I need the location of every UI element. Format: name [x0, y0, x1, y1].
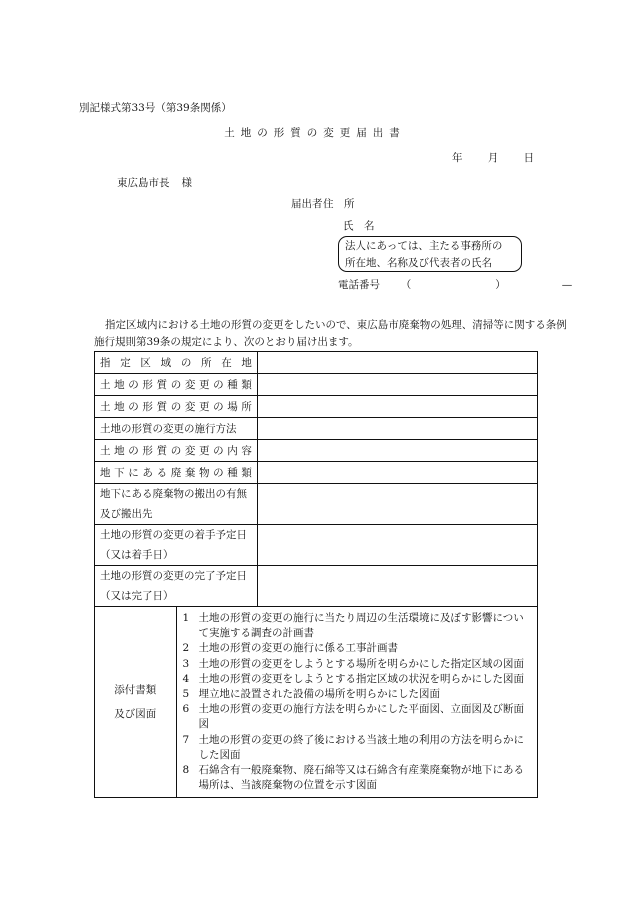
corporation-note-line2: 所在地、名称及び代表者の氏名 [345, 257, 492, 269]
attachments-label-line1: 添付書類 [114, 684, 157, 697]
table-row [95, 418, 538, 440]
corporation-note-line1: 法人にあっては、主たる事務所の [345, 240, 503, 252]
addressee [117, 177, 192, 190]
method-value-field[interactable] [258, 418, 538, 440]
label-char: の [128, 444, 139, 457]
end-date-value-field[interactable] [258, 566, 538, 607]
label-char: の [128, 378, 139, 391]
attachment-item [183, 763, 532, 793]
attachment-text: 土地の形質の変更の施行に当たり周辺の生活環境に及ぼす影響について実施する調査の計画書 [198, 612, 524, 640]
phone-dash: — [561, 279, 573, 291]
attachment-item [183, 657, 532, 672]
location-value-field[interactable] [258, 352, 538, 374]
label-char: 廃 [170, 466, 182, 479]
attachment-text: 石綿含有一般廃棄物、廃石綿等又は石綿含有産業廃棄物が地下にある場所は、当該廃棄物の位置を示す図面 [198, 764, 524, 792]
label-char: 地 [114, 444, 125, 457]
applicant-label: 届出者 [291, 198, 323, 210]
label-char: の [170, 400, 182, 413]
row-label-start-date: 土地の形質の変更の着手予定日（又は着手日） [95, 525, 258, 566]
attachment-text: 土地の形質の変更をしようとする指定区域の状況を明らかにした図面 [198, 672, 524, 685]
table-row [95, 440, 538, 462]
phone-label: 電話番号 [338, 279, 380, 291]
row-label-method: 土地の形質の変更の施行方法 [95, 418, 258, 440]
label-char: の [170, 378, 182, 391]
label-char: 地 [114, 400, 125, 413]
attachment-text: 埋立地に設置された設備の場所を明らかにした図面 [198, 688, 440, 701]
notification-table [94, 351, 538, 798]
label-char: 土 [100, 400, 111, 413]
label-char: 種 [227, 378, 238, 391]
attachment-number: 6 [182, 703, 190, 716]
label-char: 形 [142, 444, 153, 457]
attachment-number: 7 [182, 733, 190, 746]
label-char: 容 [241, 444, 252, 457]
label-char: 形 [142, 378, 153, 391]
row-label-text [100, 442, 252, 460]
attachment-number: 2 [182, 642, 190, 655]
label-char: 物 [198, 466, 210, 479]
corporation-note [338, 236, 522, 272]
row-label-change-type [95, 374, 258, 396]
phone-close-paren: ） [495, 279, 506, 291]
table-row [95, 396, 538, 418]
label-char: 質 [156, 400, 168, 413]
label-char: の [213, 466, 224, 479]
label-char: 定 [120, 356, 131, 369]
attachment-number: 4 [182, 672, 190, 685]
row-label-text [100, 398, 252, 416]
attachments-row [95, 607, 538, 798]
attachment-text: 土地の形質の変更の施行に係る工事計画書 [198, 642, 398, 655]
label-char: 類 [241, 378, 252, 391]
label-char: 場 [227, 400, 238, 413]
label-char: 更 [198, 378, 210, 391]
label-char: の [213, 400, 224, 413]
attachments-label [95, 607, 177, 798]
label-char: 所 [241, 400, 252, 413]
label-char: 質 [156, 444, 168, 457]
attachment-text: 土地の形質の変更の終了後における当該土地の利用の方法を明らかにした図面 [198, 733, 524, 761]
document-title: 土地の形質の変更届出書 [224, 127, 406, 139]
attachments-label-line2: 及び図面 [114, 708, 157, 721]
label-char: 土 [100, 378, 111, 391]
row-label-waste-removal: 地下にある廃棄物の搬出の有無及び搬出先 [95, 484, 258, 525]
label-char: 在 [221, 356, 232, 369]
waste-type-value-field[interactable] [258, 462, 538, 484]
label-char: 所 [201, 356, 212, 369]
label-char: 土 [100, 444, 111, 457]
label-char: 類 [241, 466, 252, 479]
attachment-item [183, 672, 532, 687]
table-row [95, 352, 538, 374]
content-value-field[interactable] [258, 440, 538, 462]
row-label-text [100, 376, 252, 394]
form-number: 別記様式第33号（第39条関係） [79, 102, 232, 114]
label-char: 変 [184, 378, 196, 391]
label-char: あ [142, 466, 153, 479]
label-char: る [156, 466, 168, 479]
attachments-list [176, 607, 538, 798]
label-char: 更 [198, 444, 210, 457]
attachment-number: 3 [182, 657, 190, 670]
row-label-location [95, 352, 258, 374]
label-char: 棄 [184, 466, 196, 479]
phone-field[interactable] [338, 279, 572, 292]
waste-removal-value-field[interactable] [258, 484, 538, 525]
attachment-number: 5 [182, 688, 190, 701]
attachment-item [183, 641, 532, 656]
label-char: 下 [114, 466, 125, 479]
label-char: の [170, 444, 182, 457]
label-char: 更 [198, 400, 210, 413]
label-char: 地 [100, 466, 111, 479]
attachment-text: 土地の形質の変更をしようとする場所を明らかにした指定区域の図面 [198, 657, 524, 670]
label-char: 内 [227, 444, 238, 457]
label-char: 地 [114, 378, 125, 391]
start-date-value-field[interactable] [258, 525, 538, 566]
name-label[interactable]: 氏 名 [343, 220, 375, 232]
addressee-name: 東広島市長 [117, 177, 170, 189]
attachment-number: 8 [182, 764, 190, 777]
row-label-content [95, 440, 258, 462]
address-label[interactable]: 住 所 [323, 198, 355, 210]
label-char: 質 [156, 378, 168, 391]
label-char: の [213, 378, 224, 391]
change-type-value-field[interactable] [258, 374, 538, 396]
phone-open-paren: （ [400, 279, 412, 291]
label-char: 変 [184, 444, 196, 457]
label-char: の [180, 356, 192, 369]
table-row [95, 566, 538, 607]
attachment-text: 土地の形質の変更の施行方法を明らかにした平面図、立面図及び断面図 [198, 703, 524, 731]
table-row [95, 374, 538, 396]
label-char: 形 [142, 400, 153, 413]
label-char: 区 [140, 356, 151, 369]
attachment-item [183, 687, 532, 702]
label-char: 指 [100, 356, 111, 369]
label-char: 域 [160, 356, 172, 369]
label-char: の [128, 400, 139, 413]
label-char: の [213, 444, 224, 457]
label-char: 変 [184, 400, 196, 413]
label-char: 地 [241, 356, 252, 369]
change-place-value-field[interactable] [258, 396, 538, 418]
row-label-waste-type [95, 462, 258, 484]
table-row [95, 484, 538, 525]
statement-text: 指定区域内における土地の形質の変更をしたいので、東広島市廃棄物の処理、清掃等に関する条例施行規則第39条の規定により、次のとおり届け出ます。 [94, 319, 567, 348]
label-char: 種 [227, 466, 238, 479]
date-line[interactable]: 年 月 日 [452, 152, 535, 164]
attachment-number: 1 [182, 612, 190, 624]
table-row [95, 525, 538, 566]
attachment-item [183, 702, 532, 732]
attachment-item [183, 611, 532, 641]
row-label-text [100, 354, 252, 372]
row-label-text [100, 464, 252, 482]
attachment-item [183, 733, 532, 763]
row-label-end-date: 土地の形質の変更の完了予定日（又は完了日） [95, 566, 258, 607]
table-row [95, 462, 538, 484]
honorific: 様 [181, 177, 192, 189]
label-char: に [128, 466, 139, 479]
row-label-change-place [95, 396, 258, 418]
